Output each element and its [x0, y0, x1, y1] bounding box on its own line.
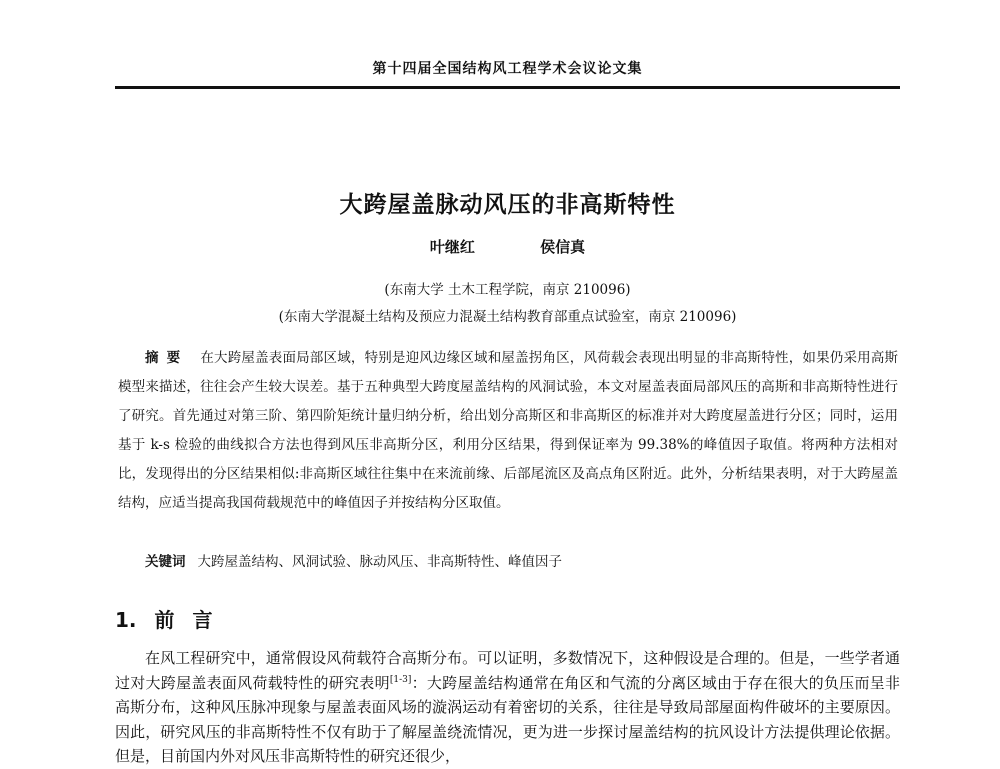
body-text-part-1: 在风工程研究中，通常假设风荷载符合高斯分布。可以证明，多数情况下，这种假设是合理的。但是，一些学者通过对大跨屋盖表面风荷载特性的研究表明	[115, 649, 900, 692]
running-header: 第十四届全国结构风工程学术会议论文集	[372, 61, 643, 77]
authors	[115, 236, 900, 257]
keywords	[145, 550, 895, 570]
citation-ref: [1-3]	[389, 674, 412, 685]
paper-title: 大跨屋盖脉动风压的非高斯特性	[339, 192, 676, 218]
keywords-label: 关键词	[145, 554, 186, 570]
affiliation-2: (东南大学混凝土结构及预应力混凝土结构教育部重点试验室，南京 210096)	[278, 309, 737, 325]
section-heading	[115, 604, 231, 633]
abstract-label: 摘要	[145, 350, 189, 366]
keywords-text: 大跨屋盖结构、风洞试验、脉动风压、非高斯特性、峰值因子	[197, 554, 562, 570]
header-rule	[115, 86, 900, 89]
section-title: 前言	[154, 608, 231, 632]
abstract-text: 在大跨屋盖表面局部区域，特别是迎风边缘区域和屋盖拐角区，风荷载会表现出明显的非高斯特性，如果仍采用高斯模型来描述，往往会产生较大误差。基于五种典型大跨度屋盖结构的风洞试验，本文对屋盖表面局部风压的高斯和非高斯特性进行了研究。首先通过对第三阶、第四阶矩统计量归纳分析，给出划分高斯区和非高斯区的标准并对大跨度屋盖进行分区；同时，运用基于 k-s 检验的曲线拟合方法也得到风压非高斯分区，利用分区结果，得到保证率为 99.38%的峰值因子取值。将两种方法相对比，发现得出的分区结果相似:非高斯区域往往集中在来流前缘、后部尾流区及高点角区附近。此外，分析结果表明，对于大跨屋盖结构，应适当提高我国荷载规范中的峰值因子并按结构分区取值。	[118, 350, 899, 511]
affiliation-1: (东南大学 土木工程学院，南京 210096)	[384, 282, 631, 298]
section-number: 1.	[115, 608, 137, 632]
body-text-part-2: ：大跨屋盖结构通常在角区和气流的分离区域由于存在很大的负压而呈非高斯分布，这种风压脉冲现象与屋盖表面风场的漩涡运动有着密切的关系，往往是导致局部屋面构件破坏的主要原因。因此，研究风压的非高斯特性不仅有助于了解屋盖绕流情况，更为进一步探讨屋盖结构的抗风设计方法提供理论依据。但是，目前国内外对风压非高斯特性的研究还很少，	[115, 673, 900, 765]
abstract	[118, 344, 898, 518]
body-paragraph	[115, 646, 900, 769]
author-2: 侯信真	[540, 238, 586, 256]
author-1: 叶继红	[429, 238, 475, 256]
